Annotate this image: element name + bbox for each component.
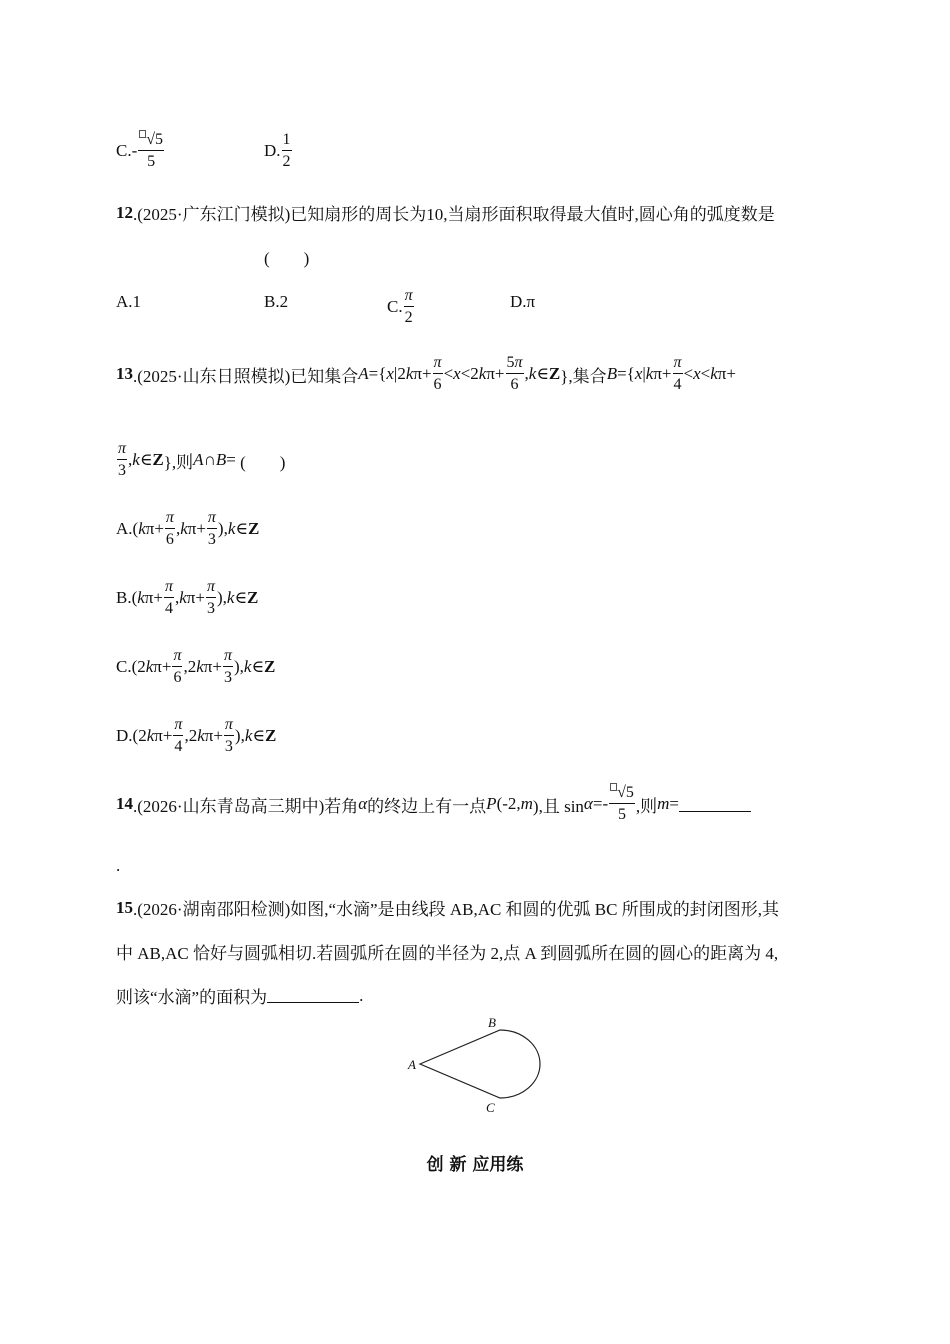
q12-paren: ( ) xyxy=(264,249,310,268)
q14-answer-blank[interactable] xyxy=(679,797,751,812)
q13-stem-line2: $\frac{\pi}{3}$ , k ∈ Z },则 A ∩ B = ( ) xyxy=(118,440,286,479)
q15-line2: 中 AB,AC 恰好与圆弧相切.若圆弧所在圆的半径为 2,点 A 到圆弧所在圆的圆心的距离为 4, xyxy=(116,944,779,963)
figure-label-c: C xyxy=(486,1100,495,1115)
q12-c-numerator: π xyxy=(404,288,414,307)
q11-d-numerator: 1 xyxy=(282,132,292,151)
water-drop-outline xyxy=(420,1030,540,1098)
water-drop-figure xyxy=(400,1010,560,1120)
missing-glyph-icon xyxy=(610,783,617,791)
q13-option-d: D.(2 k π+ $\frac{\pi}{4}$ , 2 k π+ $\frac{\pi}{3}$ ), k ∈ Z xyxy=(116,716,277,755)
q11-option-c xyxy=(116,132,165,170)
q14-number: 14 xyxy=(116,794,133,813)
section-title: 创 新 应用练 xyxy=(426,1155,524,1175)
q13-stem-text: .(2025·山东日照模拟)已知集合 xyxy=(133,366,359,386)
q12-option-b: B.2 xyxy=(264,292,289,311)
q14-stem: 14 .(2026·山东青岛高三期中)若角 α 的终边上有一点 P (-2, m ),且 sin α =- √ 5 5 ,则 m = xyxy=(116,785,751,823)
q14-trailing-dot: . xyxy=(116,856,121,875)
figure-label-b: B xyxy=(488,1015,496,1030)
q12-stem-text: .(2025·广东江门模拟)已知扇形的周长为10,当扇形面积取得最大值时,圆心角的弧度数是 xyxy=(133,205,775,224)
q11-c-radicand: 5 xyxy=(155,131,164,148)
q13-option-a: A.( k π+ $\frac{\pi}{6}$ , k π+ $\frac{\pi}{3}$ ), k ∈ Z xyxy=(116,509,260,548)
q13-stem-line1: 13 .(2025·山东日照模拟)已知集合 A ={ x |2 k π+ $\frac{\pi}{6}$ < x <2 k π+ $\frac{5\pi}{6}$ , k ∈ Z },集合 B ={ x | k π+ $\frac{\pi}{4}$ < x < k π+ xyxy=(116,354,736,393)
q15-number: 15 xyxy=(116,897,133,917)
q12-number: 12 xyxy=(116,202,133,222)
q13-option-b: B.( k π+ $\frac{\pi}{4}$ , k π+ $\frac{\pi}{3}$ ), k ∈ Z xyxy=(116,578,259,617)
q11-d-denominator: 2 xyxy=(282,153,291,170)
q13-number: 13 xyxy=(116,364,133,383)
q15-line3: 则该“水滴”的面积为 . xyxy=(116,985,364,1007)
q11-option-d-fraction xyxy=(282,132,292,170)
q11-option-c-label: C.- xyxy=(116,141,138,160)
q12-option-c xyxy=(387,288,415,326)
q12-option-d: D.π xyxy=(510,292,536,311)
figure-label-a: A xyxy=(408,1057,416,1072)
q11-option-d-label: D. xyxy=(264,141,281,160)
q15-line1: 15 .(2026·湖南邵阳检测)如图,“水滴”是由线段 AB,AC 和圆的优弧 BC 所围成的封闭图形,其 xyxy=(116,897,779,919)
q13-paren: ( ) xyxy=(240,452,286,472)
missing-glyph-icon xyxy=(139,130,146,138)
q15-answer-blank[interactable] xyxy=(267,988,359,1003)
q11-c-denominator: 5 xyxy=(147,153,156,170)
q12-c-denominator: 2 xyxy=(404,309,413,326)
q11-option-d xyxy=(264,132,293,170)
q12-option-c-label: C. xyxy=(387,297,403,316)
q12-stem xyxy=(116,200,775,225)
q11-option-c-fraction: √ 5 5 xyxy=(138,132,164,170)
q13-option-c: C.(2 k π+ $\frac{\pi}{6}$ , 2 k π+ $\frac{\pi}{3}$ ), k ∈ Z xyxy=(116,647,276,686)
q12-option-a: A.1 xyxy=(116,292,142,311)
